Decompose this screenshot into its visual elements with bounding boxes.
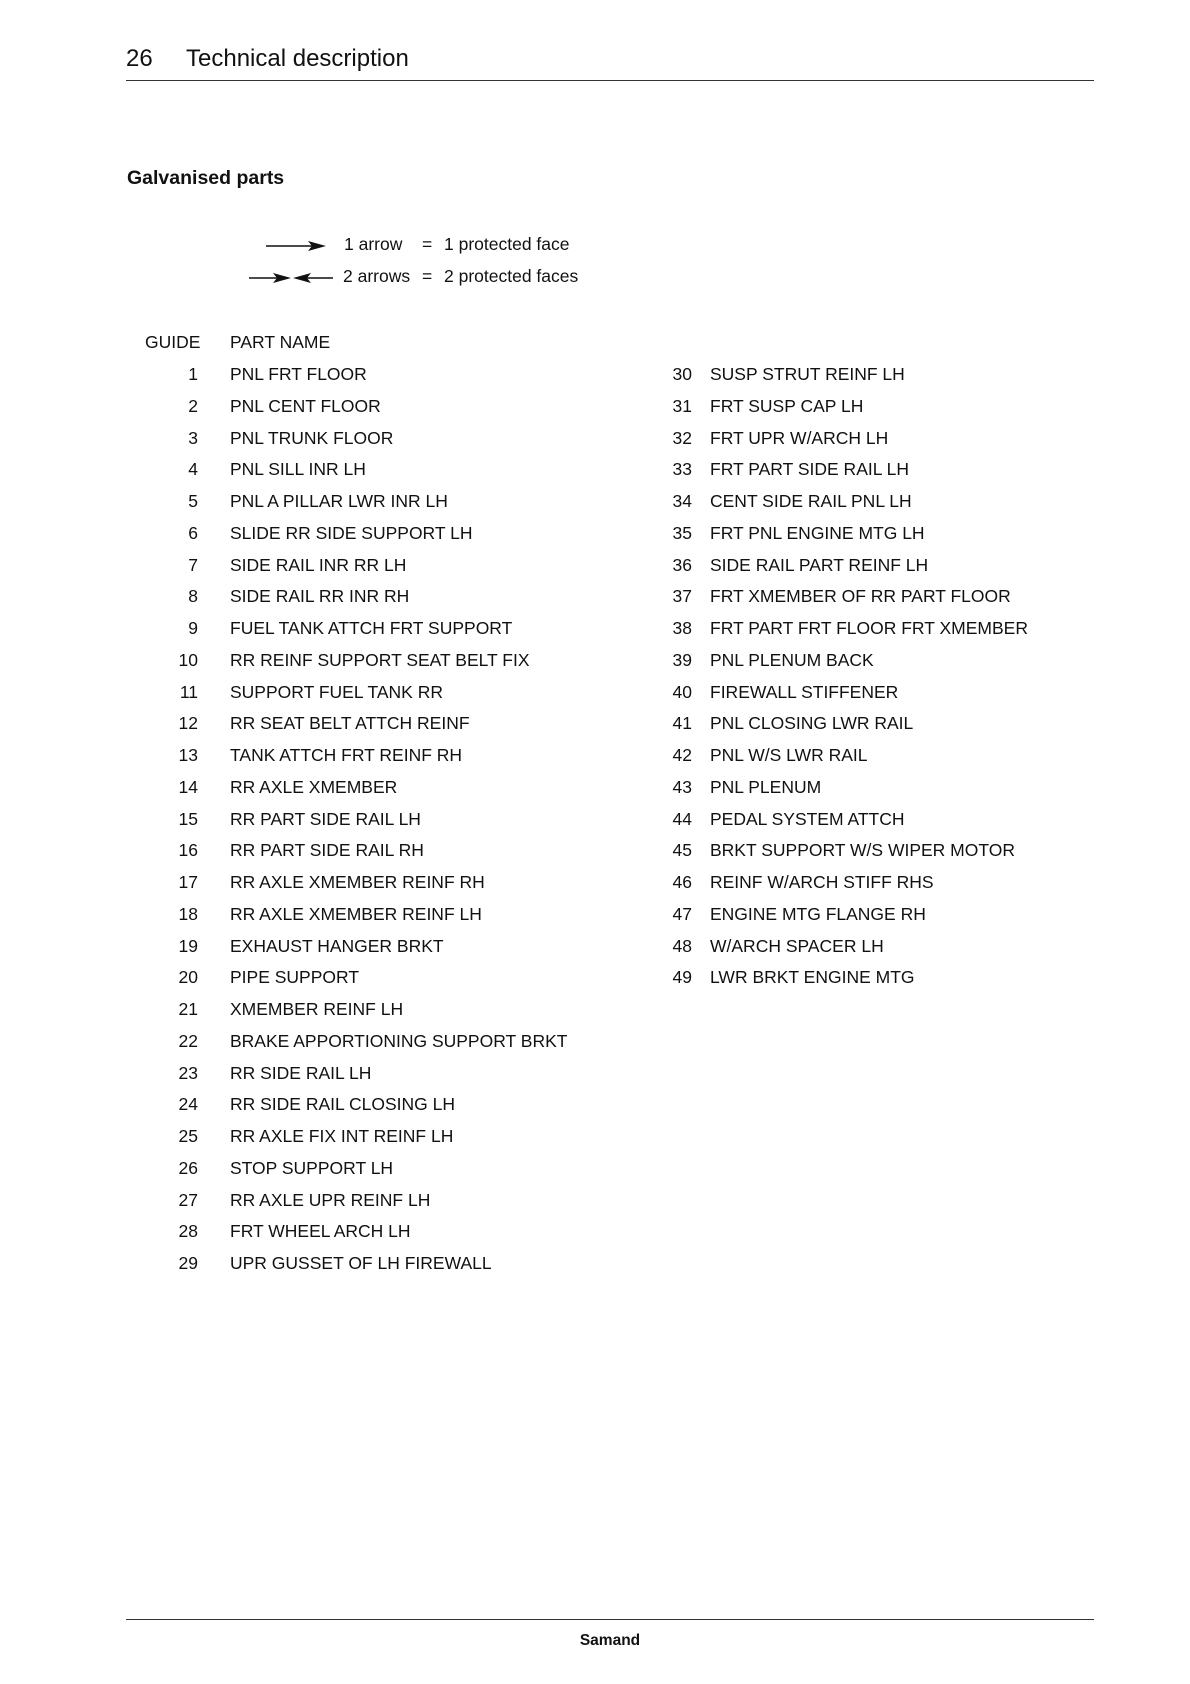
table-row xyxy=(142,523,592,555)
page-footer xyxy=(126,1619,1094,1649)
part-name: TANK ATTCH FRT REINF RH xyxy=(230,745,463,765)
table-row xyxy=(636,428,1086,460)
part-name: LWR BRKT ENGINE MTG xyxy=(710,967,915,988)
legend-description: 2 protected faces xyxy=(444,266,579,286)
guide-number: 5 xyxy=(188,491,198,511)
guide-number: 6 xyxy=(188,522,198,543)
table-row xyxy=(142,618,592,650)
guide-number: 26 xyxy=(178,1157,198,1178)
parts-list-left xyxy=(142,364,592,1285)
table-row xyxy=(636,872,1086,904)
part-name: XMEMBER REINF LH xyxy=(230,999,404,1019)
page-header xyxy=(126,40,1094,81)
part-name: FRT PART FRT FLOOR FRT XMEMBER xyxy=(710,618,1028,638)
guide-number: 36 xyxy=(672,554,692,575)
part-name: RR PART SIDE RAIL LH xyxy=(230,808,421,829)
table-row xyxy=(636,618,1086,650)
guide-number: 24 xyxy=(178,1094,198,1115)
single-arrow-icon xyxy=(266,238,328,254)
guide-number: 35 xyxy=(672,522,692,543)
part-name: PNL W/S LWR RAIL xyxy=(710,745,868,765)
part-name: FRT UPR W/ARCH LH xyxy=(710,427,889,448)
table-row xyxy=(636,809,1086,841)
guide-number: 2 xyxy=(188,395,198,416)
part-name: RR AXLE UPR REINF LH xyxy=(230,1189,431,1210)
guide-number: 40 xyxy=(672,681,692,702)
part-name: SIDE RAIL INR RR LH xyxy=(230,554,407,575)
guide-number: 43 xyxy=(672,776,692,797)
part-name: PNL PLENUM BACK xyxy=(710,649,874,670)
guide-number: 21 xyxy=(178,999,198,1019)
part-name: PEDAL SYSTEM ATTCH xyxy=(710,808,905,829)
part-name: SUPPORT FUEL TANK RR xyxy=(230,681,443,702)
table-row xyxy=(142,1253,592,1285)
part-name: SUSP STRUT REINF LH xyxy=(710,364,905,384)
table-row xyxy=(142,1094,592,1126)
guide-number: 29 xyxy=(178,1253,198,1273)
table-row xyxy=(142,713,592,745)
table-row xyxy=(636,777,1086,809)
table-row xyxy=(142,1031,592,1063)
legend-label: 1 arrow xyxy=(344,234,403,254)
table-row xyxy=(142,967,592,999)
table-row xyxy=(636,904,1086,936)
table-row xyxy=(636,586,1086,618)
legend-double-arrow xyxy=(249,266,609,290)
part-name: PNL SILL INR LH xyxy=(230,459,366,480)
guide-number: 44 xyxy=(672,808,692,829)
guide-number: 28 xyxy=(178,1221,198,1242)
guide-number: 30 xyxy=(672,364,692,384)
page-number: 26 xyxy=(126,45,153,72)
table-row xyxy=(142,1063,592,1095)
part-name: PNL TRUNK FLOOR xyxy=(230,427,394,448)
table-row xyxy=(142,491,592,523)
guide-number: 25 xyxy=(178,1126,198,1146)
column-header-part-name: PART NAME xyxy=(230,332,331,352)
table-row xyxy=(142,555,592,587)
table-row xyxy=(142,459,592,491)
part-name: BRAKE APPORTIONING SUPPORT BRKT xyxy=(230,1030,568,1051)
part-name: FUEL TANK ATTCH FRT SUPPORT xyxy=(230,618,513,638)
table-row xyxy=(636,745,1086,777)
section-title: Galvanised parts xyxy=(127,167,285,189)
guide-number: 1 xyxy=(188,364,198,384)
part-name: UPR GUSSET OF LH FIREWALL xyxy=(230,1253,492,1273)
legend-description: 1 protected face xyxy=(444,234,570,254)
table-row xyxy=(142,586,592,618)
guide-number: 17 xyxy=(178,872,198,892)
guide-number: 8 xyxy=(188,586,198,607)
guide-number: 12 xyxy=(178,713,198,734)
table-row xyxy=(142,745,592,777)
guide-number: 31 xyxy=(672,395,692,416)
guide-number: 7 xyxy=(188,554,198,575)
table-row xyxy=(636,682,1086,714)
table-row xyxy=(142,1158,592,1190)
part-name: RR REINF SUPPORT SEAT BELT FIX xyxy=(230,649,530,670)
part-name: RR PART SIDE RAIL RH xyxy=(230,840,424,861)
table-row xyxy=(636,364,1086,396)
part-name: PIPE SUPPORT xyxy=(230,967,360,988)
part-name: SLIDE RR SIDE SUPPORT LH xyxy=(230,522,473,543)
part-name: BRKT SUPPORT W/S WIPER MOTOR xyxy=(710,840,1015,861)
table-row xyxy=(142,1190,592,1222)
part-name: RR AXLE XMEMBER REINF LH xyxy=(230,903,482,924)
guide-number: 20 xyxy=(178,967,198,988)
guide-number: 48 xyxy=(672,935,692,956)
guide-number: 3 xyxy=(188,427,198,448)
table-row xyxy=(636,936,1086,968)
header-title: Technical description xyxy=(186,45,409,72)
guide-number: 42 xyxy=(672,745,692,765)
parts-list-right xyxy=(636,364,1086,999)
guide-number: 23 xyxy=(178,1062,198,1083)
table-row xyxy=(636,459,1086,491)
guide-number: 33 xyxy=(672,459,692,480)
part-name: PNL CLOSING LWR RAIL xyxy=(710,713,914,734)
guide-number: 4 xyxy=(188,459,198,480)
legend-equals: = xyxy=(422,266,433,286)
table-row xyxy=(142,682,592,714)
double-arrow-icon xyxy=(249,270,335,286)
guide-number: 22 xyxy=(178,1030,198,1051)
table-row xyxy=(142,428,592,460)
guide-number: 10 xyxy=(178,649,198,670)
part-name: PNL CENT FLOOR xyxy=(230,395,381,416)
part-name: CENT SIDE RAIL PNL LH xyxy=(710,491,912,511)
guide-number: 13 xyxy=(178,745,198,765)
guide-number: 9 xyxy=(188,618,198,638)
column-header-guide: GUIDE xyxy=(145,332,201,352)
table-row xyxy=(636,967,1086,999)
part-name: PNL A PILLAR LWR INR LH xyxy=(230,491,448,511)
guide-number: 11 xyxy=(179,681,198,702)
part-name: ENGINE MTG FLANGE RH xyxy=(710,903,926,924)
part-name: FRT SUSP CAP LH xyxy=(710,395,864,416)
part-name: FRT XMEMBER OF RR PART FLOOR xyxy=(710,586,1011,607)
table-row xyxy=(636,650,1086,682)
table-row xyxy=(142,872,592,904)
table-row xyxy=(142,396,592,428)
table-row xyxy=(142,936,592,968)
table-row xyxy=(636,396,1086,428)
guide-number: 19 xyxy=(178,935,198,956)
part-name: STOP SUPPORT LH xyxy=(230,1157,394,1178)
guide-number: 47 xyxy=(672,903,692,924)
guide-number: 45 xyxy=(672,840,692,861)
guide-number: 41 xyxy=(672,713,692,734)
part-name: PNL PLENUM xyxy=(710,776,822,797)
legend-label: 2 arrows xyxy=(343,266,411,286)
part-name: REINF W/ARCH STIFF RHS xyxy=(710,872,934,892)
part-name: RR AXLE XMEMBER REINF RH xyxy=(230,872,485,892)
guide-number: 32 xyxy=(672,427,692,448)
guide-number: 27 xyxy=(178,1189,198,1210)
footer-brand: Samand xyxy=(579,1632,641,1649)
table-row xyxy=(142,364,592,396)
table-row xyxy=(142,904,592,936)
part-name: SIDE RAIL RR INR RH xyxy=(230,586,410,607)
table-row xyxy=(142,650,592,682)
table-row xyxy=(142,840,592,872)
part-name: RR SEAT BELT ATTCH REINF xyxy=(230,713,470,734)
table-row xyxy=(636,840,1086,872)
part-name: RR SIDE RAIL LH xyxy=(230,1062,372,1083)
guide-number: 14 xyxy=(178,776,198,797)
part-name: RR AXLE XMEMBER xyxy=(230,776,398,797)
table-row xyxy=(142,809,592,841)
part-name: FRT PART SIDE RAIL LH xyxy=(710,459,910,480)
table-row xyxy=(142,1126,592,1158)
guide-number: 15 xyxy=(178,808,198,829)
guide-number: 46 xyxy=(672,872,692,892)
table-row xyxy=(142,1221,592,1253)
part-name: FIREWALL STIFFENER xyxy=(710,681,899,702)
part-name: RR AXLE FIX INT REINF LH xyxy=(230,1126,454,1146)
table-row xyxy=(636,713,1086,745)
part-name: RR SIDE RAIL CLOSING LH xyxy=(230,1094,455,1115)
guide-number: 37 xyxy=(672,586,692,607)
part-name: FRT PNL ENGINE MTG LH xyxy=(710,522,925,543)
table-row xyxy=(142,777,592,809)
table-row xyxy=(142,999,592,1031)
part-name: W/ARCH SPACER LH xyxy=(710,935,884,956)
part-name: FRT WHEEL ARCH LH xyxy=(230,1221,411,1242)
guide-number: 39 xyxy=(672,649,692,670)
part-name: EXHAUST HANGER BRKT xyxy=(230,935,444,956)
guide-number: 34 xyxy=(672,491,692,511)
part-name: PNL FRT FLOOR xyxy=(230,364,367,384)
table-row xyxy=(636,491,1086,523)
guide-number: 38 xyxy=(672,618,692,638)
table-row xyxy=(636,555,1086,587)
guide-number: 18 xyxy=(178,903,198,924)
legend-equals: = xyxy=(422,234,433,254)
legend-single-arrow xyxy=(249,234,609,258)
guide-number: 16 xyxy=(178,840,198,861)
table-row xyxy=(636,523,1086,555)
guide-number: 49 xyxy=(672,967,692,988)
part-name: SIDE RAIL PART REINF LH xyxy=(710,554,929,575)
